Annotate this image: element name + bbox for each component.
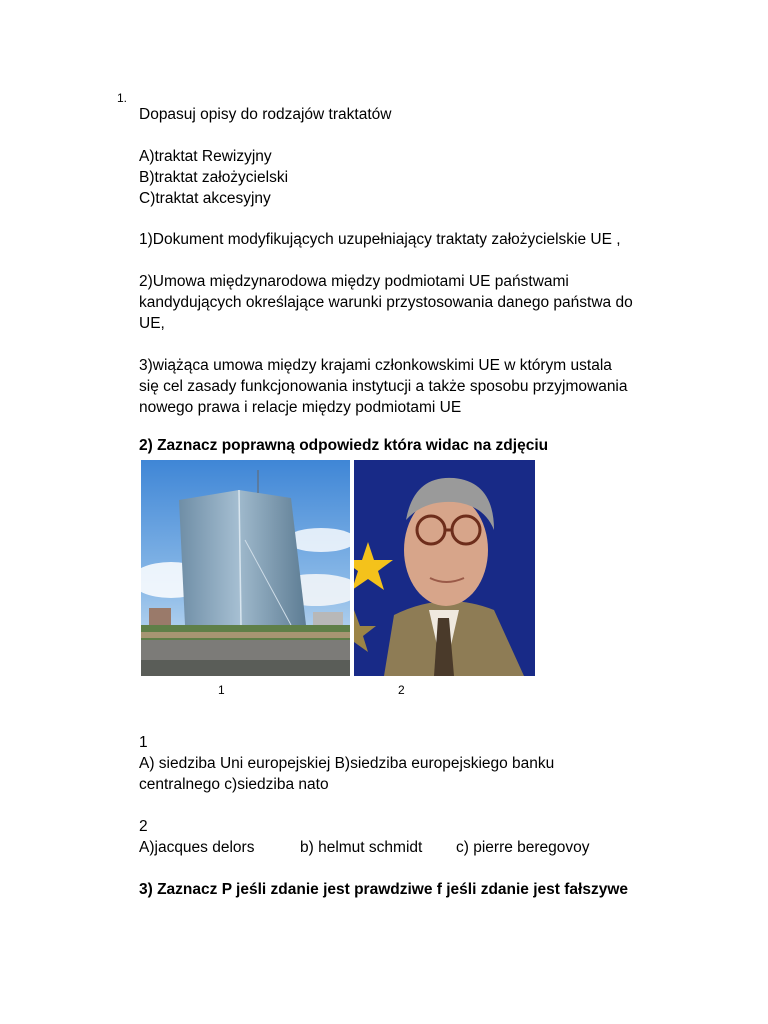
description-2-line-3: UE,	[139, 315, 165, 332]
question-1-line-2: centralnego c)siedziba nato	[139, 776, 329, 793]
ecb-building-illustration	[141, 460, 350, 676]
task1-title: Dopasuj opisy do rodzajów traktatów	[139, 106, 392, 123]
question-1-number: 1	[139, 734, 148, 751]
option-a: A)traktat Rewizyjny	[139, 148, 272, 165]
question-1-line-1: A) siedziba Uni europejskiej B)siedziba europejskiego banku	[139, 755, 555, 772]
question-2-option-a: A)jacques delors	[139, 839, 255, 856]
description-3-line-1: 3)wiążąca umowa między krajami członkowskimi UE w którym ustala	[139, 357, 612, 374]
photo-caption-2: 2	[398, 683, 405, 697]
question-2-number: 2	[139, 818, 148, 835]
description-3-line-3: nowego prawa i relacje między podmiotami UE	[139, 399, 462, 416]
question-2-option-c: c) pierre beregovoy	[456, 839, 590, 856]
question-2-option-b: b) helmut schmidt	[300, 839, 423, 856]
portrait-illustration	[354, 460, 535, 676]
photo-caption-1: 1	[218, 683, 225, 697]
description-1: 1)Dokument modyfikujących uzupełniający traktaty założycielskie UE ,	[139, 231, 621, 248]
description-3-line-2: się cel zasady funkcjonowania instytucji a także sposobu przyjmowania	[139, 378, 628, 395]
task-number: 1.	[117, 91, 128, 105]
portrait-photo	[354, 460, 535, 676]
description-2-line-1: 2)Umowa międzynarodowa między podmiotami UE państwami	[139, 273, 569, 290]
option-c: C)traktat akcesyjny	[139, 190, 271, 207]
ecb-building-photo	[141, 460, 350, 676]
description-2-line-2: kandydujących określające warunki przystosowania danego państwa do	[139, 294, 633, 311]
option-b: B)traktat założycielski	[139, 169, 289, 186]
task3-title: 3) Zaznacz P jeśli zdanie jest prawdziwe f jeśli zdanie jest fałszywe	[139, 881, 629, 898]
task2-title: 2) Zaznacz poprawną odpowiedz która widac na zdjęciu	[139, 437, 549, 454]
